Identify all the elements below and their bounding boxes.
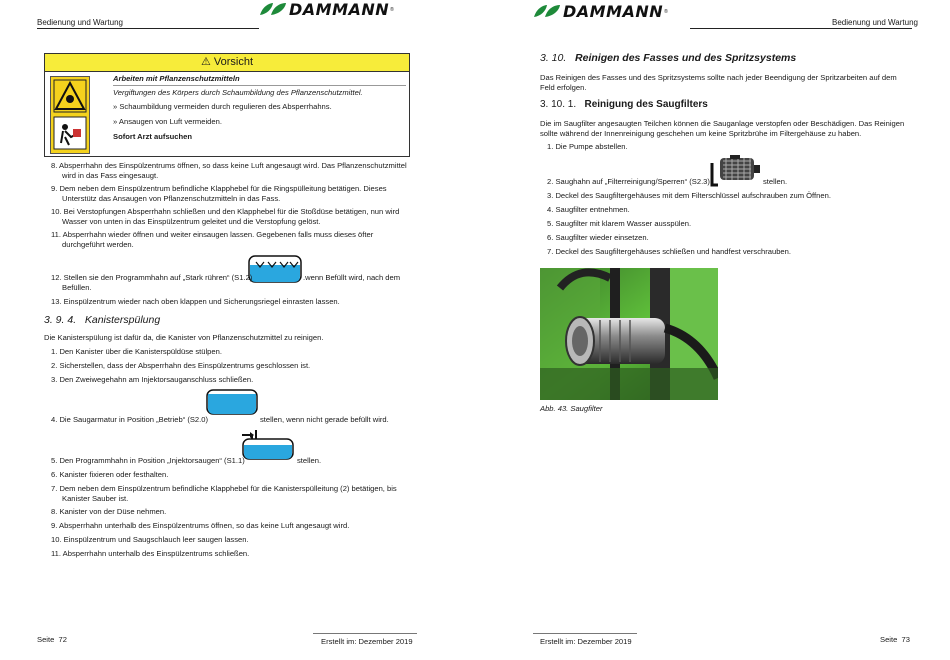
step-3: 3. Deckel des Saugfiltergehäuses mit dem Filterschlüssel aufschrauben zum Öffnen. bbox=[547, 191, 831, 200]
brand-name: DAMMANN bbox=[563, 2, 664, 21]
tank-stir-icon bbox=[248, 255, 302, 283]
warning-heading: Arbeiten mit Pflanzenschutzmitteln bbox=[113, 74, 240, 83]
step-2: 2. Saughahn auf „Filterreinigung/Sperren“ (S2.3) bbox=[547, 177, 710, 186]
subsection-heading: 3. 10. 1. Reinigung des Saugfilters bbox=[540, 99, 708, 110]
step-11b: 11. Absperrhahn unterhalb des Einspülzentrums schließen. bbox=[51, 549, 250, 558]
step-1: 1. Die Pumpe abstellen. bbox=[547, 142, 628, 151]
step-11: 11. Absperrhahn wieder öffnen und weiter einsaugen lassen. Gegebenen falls muss dieses öfter durchgeführt werden. bbox=[51, 230, 374, 249]
figure-caption: Abb. 43. Saugfilter bbox=[540, 404, 603, 413]
warning-header bbox=[45, 54, 409, 72]
page-header: Bedienung und Wartung bbox=[37, 18, 123, 27]
page-header: Bedienung und Wartung bbox=[832, 18, 918, 27]
brand-name: DAMMANN bbox=[289, 0, 390, 19]
right-page bbox=[475, 0, 950, 660]
step-13: 13. Einspülzentrum wieder nach oben klappen und Sicherungsriegel einrasten lassen. bbox=[51, 297, 340, 306]
filter-valve-icon bbox=[708, 155, 762, 189]
brand-registered: ® bbox=[390, 6, 394, 13]
step-4: 4. Die Saugarmatur in Position „Betrieb“ (S2.0) bbox=[51, 415, 209, 424]
section-intro: Das Reinigen des Fasses und des Spritzsystems sollte nach jeder Beendigung der Spritzarbeiten auf dem Feld erfolgen. bbox=[540, 73, 897, 92]
warning-box bbox=[44, 53, 410, 157]
step-4-suffix: stellen, wenn nicht gerade befüllt wird. bbox=[260, 415, 389, 424]
step-12: 12. Stellen sie den Programmhahn auf „Stark rühren“ (S1.2) bbox=[51, 273, 253, 282]
step-5: 5. Saugfilter mit klarem Wasser ausspülen. bbox=[547, 219, 692, 228]
step-12-cont: Befüllen. bbox=[62, 283, 92, 292]
step-10: 10. Bei Verstopfungen Absperrhahn schließen und den Klapphebel für die Stoßdüse betätigen, nun wird Wasser von unten in das Einspülzentrum geleitet und die Verstopfung gelöst. bbox=[51, 207, 400, 226]
section-heading: 3. 10. Reinigen des Fasses und des Spritzsystems bbox=[540, 52, 797, 64]
subsection-intro: Die im Saugfilter angesaugten Teilchen können die Sauganlage verstopfen oder Beschädigen. Das Reinigen sollte während der Innenreinigung geschehen um keine Spritzbrühe im Filtergehäuse zu haben. bbox=[540, 119, 905, 138]
warning-bullet: » Ansaugen von Luft vermeiden. bbox=[113, 117, 222, 126]
page-number: Seite 72 bbox=[37, 635, 67, 644]
step-12-suffix: .wenn Befüllt wird, nach dem bbox=[303, 273, 401, 282]
header-rule bbox=[690, 28, 912, 29]
step-8b: 8. Kanister von der Düse nehmen. bbox=[51, 507, 167, 516]
step-5: 5. Den Programmhahn in Position „Injektorsaugen“ (S1.1) bbox=[51, 456, 245, 465]
step-10b: 10. Einspülzentrum und Saugschlauch leer saugen lassen. bbox=[51, 535, 249, 544]
warning-bullet: » Schaumbildung vermeiden durch regulieren des Absperrhahns. bbox=[113, 102, 332, 111]
suction-valve-icon bbox=[206, 389, 258, 415]
warning-title: Vorsicht bbox=[213, 56, 254, 68]
step-7: 7. Deckel des Saugfiltergehäuses schließen und handfest verschrauben. bbox=[547, 247, 791, 256]
brand-logo bbox=[533, 2, 668, 21]
section-intro: Die Kanisterspülung ist dafür da, die Kanister von Pflanzenschutzmittel zu reinigen. bbox=[44, 333, 324, 342]
step-2-suffix: stellen. bbox=[763, 177, 788, 186]
created-date: Erstellt im: Dezember 2019 bbox=[540, 637, 632, 646]
brand-logo bbox=[259, 0, 394, 19]
step-6: 6. Kanister fixieren oder festhalten. bbox=[51, 470, 169, 479]
injector-suction-icon bbox=[240, 429, 296, 461]
step-9: 9. Dem neben dem Einspülzentrum befindliche Klapphebel für die Ringspülleitung betätigen. Dieses Unterstütz das Ansaugen von Pflanzenschutzmitteln in das Fass. bbox=[51, 184, 387, 203]
leaf-logo-icon bbox=[259, 3, 287, 16]
created-date: Erstellt im: Dezember 2019 bbox=[321, 637, 413, 646]
step-6: 6. Saugfilter wieder einsetzen. bbox=[547, 233, 649, 242]
step-5-suffix: stellen. bbox=[297, 456, 322, 465]
step-1: 1. Den Kanister über die Kanisterspüldüse stülpen. bbox=[51, 347, 222, 356]
header-rule bbox=[37, 28, 259, 29]
leaf-logo-icon bbox=[533, 5, 561, 18]
suction-filter-photo bbox=[540, 268, 718, 400]
brand-registered: ® bbox=[664, 8, 668, 15]
section-heading: 3. 9. 4. Kanisterspülung bbox=[44, 314, 161, 326]
warning-action: Sofort Arzt aufsuchen bbox=[113, 132, 193, 141]
step-7: 7. Dem neben dem Einspülzentrum befindliche Klapphebel für die Kanisterspülleitung (2) betätigen, bis Kanister Sauber ist. bbox=[51, 484, 397, 503]
step-2: 2. Sicherstellen, dass der Absperrhahn des Einspülzentrums geschlossen ist. bbox=[51, 361, 311, 370]
warning-subheading: Vergiftungen des Körpers durch Schaumbildung des Pflanzenschutzmittel. bbox=[113, 88, 363, 97]
page-number: Seite 73 bbox=[880, 635, 910, 644]
hazard-pictogram bbox=[50, 76, 90, 154]
step-4: 4. Saugfilter entnehmen. bbox=[547, 205, 630, 214]
step-9b: 9. Absperrhahn unterhalb des Einspülzentrums öffnen, so das keine Luft angesaugt wird. bbox=[51, 521, 350, 530]
step-3: 3. Den Zweiwegehahn am Injektorsauganschluss schließen. bbox=[51, 375, 254, 384]
toxic-hazard-icon bbox=[51, 77, 89, 153]
step-8: 8. Absperrhahn des Einspülzentrums öffnen, so dass keine Luft angesaugt wird. Das Pflanzenschutzmittel wird in das Fass eingesaugt. bbox=[51, 161, 407, 180]
warning-triangle-icon: ⚠ bbox=[200, 56, 211, 68]
